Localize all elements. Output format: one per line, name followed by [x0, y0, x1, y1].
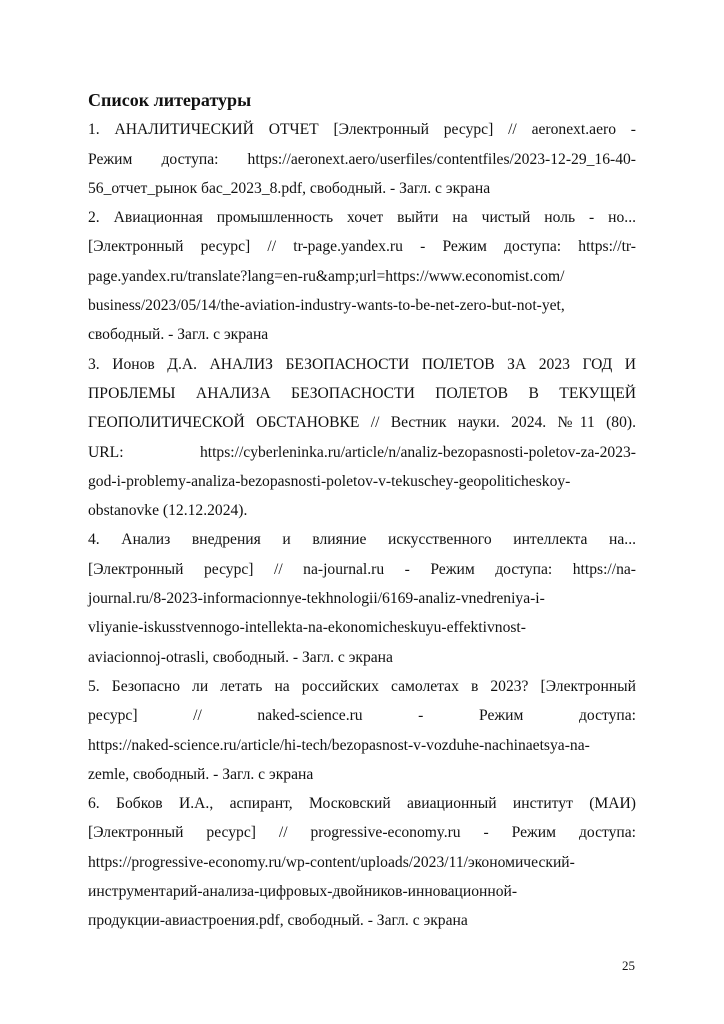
reference-line: инструментарий-анализа-цифровых-двойников-инновационной- — [88, 883, 518, 901]
reference-line: URL: https://cyberleninka.ru/article/n/analiz-bezopasnosti-poletov-za-2023- — [88, 443, 636, 461]
reference-line: ГЕОПОЛИТИЧЕСКОЙ ОБСТАНОВКЕ // Вестник науки. 2024. №11 (80). — [88, 414, 636, 432]
page-number: 25 — [622, 958, 635, 973]
reference-item — [88, 350, 636, 526]
reference-line: 5. Безопасно ли летать на российских самолетах в 2023? [Электронный — [88, 677, 636, 695]
reference-item — [88, 203, 636, 349]
reference-line: 6. Бобков И.А., аспирант, Московский авиационный институт (МАИ) — [88, 795, 636, 813]
reference-line: https://naked-science.ru/article/hi-tech/bezopasnost-v-vozduhe-nachinaetsya-na- — [88, 736, 590, 754]
reference-list — [88, 115, 636, 935]
reference-line: god-i-problemy-analiza-bezopasnosti-poletov-v-tekuschey-geopoliticheskoy- — [88, 472, 571, 490]
page-title: Список литературы — [88, 90, 252, 110]
reference-line: 2. Авиационная промышленность хочет выйти на чистый ноль - но... — [88, 209, 636, 227]
reference-line: ПРОБЛЕМЫ АНАЛИЗА БЕЗОПАСНОСТИ ПОЛЕТОВ В ТЕКУЩЕЙ — [88, 384, 636, 402]
reference-line: Режим доступа: https://aeronext.aero/userfiles/contentfiles/2023-12-29_16-40- — [88, 150, 636, 168]
reference-line: [Электронный ресурс] // progressive-economy.ru - Режим доступа: — [88, 824, 636, 842]
reference-line: zemle, свободный. - Загл. с экрана — [88, 765, 314, 783]
reference-line: business/2023/05/14/the-aviation-industry-wants-to-be-net-zero-but-not-yet, — [88, 297, 565, 315]
reference-line: [Электронный ресурс] // na-journal.ru - Режим доступа: https://na- — [88, 560, 636, 578]
reference-line: 4. Анализ внедрения и влияние искусственного интеллекта на... — [88, 531, 636, 549]
reference-line: [Электронный ресурс] // tr-page.yandex.ru - Режим доступа: https://tr- — [88, 238, 636, 256]
reference-line: journal.ru/8-2023-informacionnye-tekhnologii/6169-analiz-vnedreniya-i- — [88, 590, 545, 608]
reference-line: page.yandex.ru/translate?lang=en-ru&amp;url=https://www.economist.com/ — [88, 267, 565, 285]
reference-line: ресурс] // naked-science.ru - Режим доступа: — [88, 707, 636, 725]
reference-item — [88, 672, 636, 789]
reference-item — [88, 789, 636, 935]
reference-line: 3. Ионов Д.А. АНАЛИЗ БЕЗОПАСНОСТИ ПОЛЕТОВ ЗА 2023 ГОД И — [88, 355, 636, 373]
reference-line: продукции-авиастроения.pdf, свободный. - Загл. с экрана — [88, 912, 468, 930]
document-page — [88, 86, 636, 936]
reference-line: obstanovke (12.12.2024). — [88, 502, 248, 520]
reference-line: 56_отчет_рынок бас_2023_8.pdf, свободный. - Загл. с экрана — [88, 179, 491, 197]
reference-line: 1. АНАЛИТИЧЕСКИЙ ОТЧЕТ [Электронный ресурс] // aeronext.aero - — [88, 121, 636, 139]
reference-line: свободный. - Загл. с экрана — [88, 326, 269, 344]
reference-item — [88, 525, 636, 671]
reference-line: https://progressive-economy.ru/wp-content/uploads/2023/11/экономический- — [88, 853, 575, 871]
reference-item — [88, 115, 636, 203]
reference-line: vliyanie-iskusstvennogo-intellekta-na-ekonomicheskuyu-effektivnost- — [88, 619, 526, 637]
reference-line: aviacionnoj-otrasli, свободный. - Загл. с экрана — [88, 648, 393, 666]
